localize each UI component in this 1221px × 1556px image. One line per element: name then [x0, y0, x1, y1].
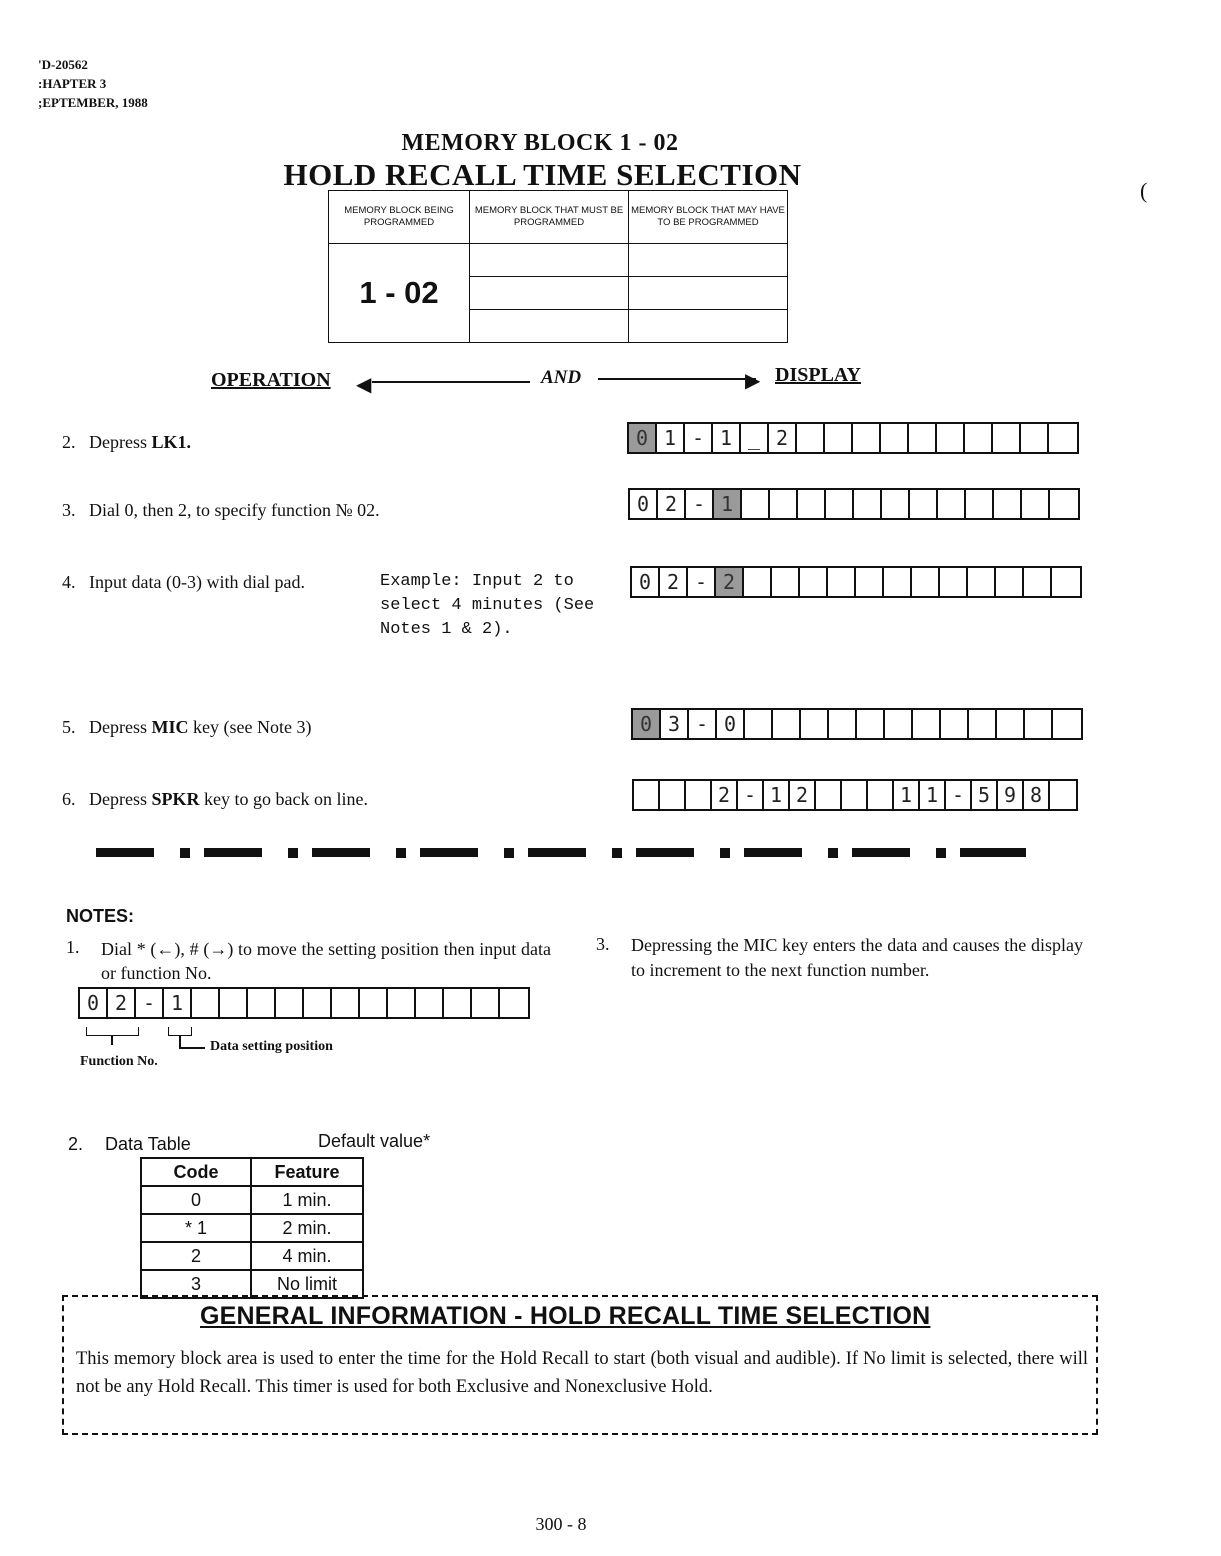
display-cell [909, 424, 937, 452]
display-cell: - [738, 781, 764, 809]
feature-cell: No limit [251, 1270, 363, 1298]
block-value: 1 - 02 [329, 244, 470, 343]
display-step-5 [631, 708, 1083, 740]
display-cell [969, 710, 997, 738]
dash-dot [396, 848, 406, 858]
display-cell [910, 490, 938, 518]
table-cell [629, 277, 788, 310]
table-cell [629, 244, 788, 277]
function-no-label: Function No. [80, 1054, 158, 1069]
display-cell: 2 [790, 781, 816, 809]
display-cell: 1 [713, 424, 741, 452]
display-cell [854, 490, 882, 518]
display-cell [996, 568, 1024, 596]
note-3-number: 3. [596, 934, 610, 954]
display-cell: 1 [894, 781, 920, 809]
note-2-number: 2. [68, 1134, 84, 1154]
display-cell [1025, 710, 1053, 738]
display-step-2 [627, 422, 1079, 454]
display-note-1 [78, 987, 530, 1019]
function-bracket-stem [111, 1035, 113, 1045]
table-row [141, 1270, 363, 1298]
step-6: 6. Depress SPKR key to go back on line. [62, 789, 368, 809]
display-cell [829, 710, 857, 738]
dash-dot [612, 848, 622, 858]
dash-segment [852, 848, 910, 857]
default-value-label: Default value* [318, 1131, 431, 1151]
display-step-3 [628, 488, 1080, 520]
step-2: 2. Depress LK1. [62, 432, 191, 452]
display-cell [966, 490, 994, 518]
dash-segment [204, 848, 262, 857]
function-bracket [86, 1027, 139, 1036]
table-header-row [141, 1158, 363, 1186]
display-cell: - [688, 568, 716, 596]
dash-segment [960, 848, 1026, 857]
feature-cell: 1 min. [251, 1186, 363, 1214]
date-label: ;EPTEMBER, 1988 [38, 95, 148, 110]
display-cell: 1 [764, 781, 790, 809]
display-cell: - [686, 490, 714, 518]
display-cell: 0 [80, 989, 108, 1017]
display-cell [825, 424, 853, 452]
display-cell [993, 424, 1021, 452]
note-1-number: 1. [66, 937, 80, 957]
display-cell: 2 [716, 568, 744, 596]
display-cell [798, 490, 826, 518]
display-cell [1024, 568, 1052, 596]
display-cell [853, 424, 881, 452]
code-cell: * 1 [141, 1214, 251, 1242]
display-cell [868, 781, 894, 809]
display-cell [797, 424, 825, 452]
display-cell [842, 781, 868, 809]
display-cell: _ [741, 424, 769, 452]
display-cell [884, 568, 912, 596]
feature-cell: 4 min. [251, 1242, 363, 1270]
data-table [140, 1157, 364, 1299]
chapter-label: :HAPTER 3 [38, 76, 107, 91]
note-1-text: Dial * (←), # (→) to move the setting position then input data or function No. [101, 939, 551, 983]
display-cell [192, 989, 220, 1017]
display-cell [882, 490, 910, 518]
display-cell [912, 568, 940, 596]
dash-segment [420, 848, 478, 857]
display-step-4 [630, 566, 1082, 598]
dash-dot [180, 848, 190, 858]
display-cell: 2 [660, 568, 688, 596]
display-cell: - [946, 781, 972, 809]
data-setting-position-label: Data setting position [210, 1039, 333, 1054]
display-cell [686, 781, 712, 809]
display-step-6 [632, 779, 1078, 811]
code-header: Code [141, 1158, 251, 1186]
table-cell [629, 310, 788, 343]
display-cell: 3 [661, 710, 689, 738]
code-cell: 3 [141, 1270, 251, 1298]
display-cell [742, 490, 770, 518]
display-heading: DISPLAY [775, 364, 861, 386]
display-cell [304, 989, 332, 1017]
display-cell [1049, 424, 1077, 452]
table-cell [470, 244, 629, 277]
display-cell [332, 989, 360, 1017]
doc-id: 'D-20562 [38, 57, 88, 72]
display-cell [997, 710, 1025, 738]
dash-segment [636, 848, 694, 857]
col-being-programmed-header: MEMORY BLOCK BEING PROGRAMMED [329, 191, 470, 244]
display-cell: 9 [998, 781, 1024, 809]
display-cell [857, 710, 885, 738]
data-table-label: Data Table [105, 1134, 191, 1154]
display-cell: 1 [164, 989, 192, 1017]
page-number: 300 - 8 [535, 1514, 587, 1534]
display-cell [634, 781, 660, 809]
arrow-line [372, 381, 530, 383]
table-cell [470, 310, 629, 343]
table-row [141, 1214, 363, 1242]
display-cell: 1 [714, 490, 742, 518]
display-cell: 2 [769, 424, 797, 452]
display-cell [826, 490, 854, 518]
display-cell [745, 710, 773, 738]
display-cell: - [136, 989, 164, 1017]
display-cell [472, 989, 500, 1017]
display-cell: - [689, 710, 717, 738]
display-cell: 0 [632, 568, 660, 596]
dash-dot [828, 848, 838, 858]
display-cell [913, 710, 941, 738]
dash-segment [744, 848, 802, 857]
step-4-example: Example: Input 2 to select 4 minutes (See Notes 1 & 2). [380, 572, 595, 639]
col-must-be-programmed-header: MEMORY BLOCK THAT MUST BE PROGRAMMED [470, 191, 629, 244]
display-cell [500, 989, 528, 1017]
step-4: 4. Input data (0-3) with dial pad. [62, 572, 305, 592]
general-info-heading: GENERAL INFORMATION - HOLD RECALL TIME SELECTION [200, 1302, 931, 1330]
display-cell: 0 [717, 710, 745, 738]
display-cell [938, 490, 966, 518]
dash-segment [528, 848, 586, 857]
page-title: MEMORY BLOCK 1 - 02 [401, 130, 679, 156]
display-cell [388, 989, 416, 1017]
display-cell [744, 568, 772, 596]
dash-dot [288, 848, 298, 858]
display-cell [773, 710, 801, 738]
display-cell: 8 [1024, 781, 1050, 809]
display-cell [1052, 568, 1080, 596]
display-cell: 5 [972, 781, 998, 809]
table-row [141, 1186, 363, 1214]
display-cell [828, 568, 856, 596]
memory-block-table [328, 190, 788, 343]
display-cell [1022, 490, 1050, 518]
display-cell [816, 781, 842, 809]
separator-dash-line [96, 846, 1041, 858]
dash-dot [936, 848, 946, 858]
display-cell [940, 568, 968, 596]
display-cell: - [685, 424, 713, 452]
display-cell [937, 424, 965, 452]
dash-dot [720, 848, 730, 858]
display-cell: 2 [712, 781, 738, 809]
feature-cell: 2 min. [251, 1214, 363, 1242]
display-cell [800, 568, 828, 596]
display-cell [416, 989, 444, 1017]
display-cell [801, 710, 829, 738]
display-cell [965, 424, 993, 452]
dash-segment [312, 848, 370, 857]
operation-heading: OPERATION [211, 369, 331, 391]
col-may-be-programmed-header: MEMORY BLOCK THAT MAY HAVE TO BE PROGRAMMED [629, 191, 788, 244]
display-cell [1050, 490, 1078, 518]
display-cell [772, 568, 800, 596]
display-cell [968, 568, 996, 596]
table-cell [470, 277, 629, 310]
display-cell [1050, 781, 1076, 809]
dash-segment [96, 848, 154, 857]
page-subtitle: HOLD RECALL TIME SELECTION [283, 157, 802, 192]
arrow-line [598, 378, 756, 380]
table-row [141, 1242, 363, 1270]
notes-heading: NOTES: [66, 906, 135, 926]
display-cell: 0 [629, 424, 657, 452]
display-cell [881, 424, 909, 452]
display-cell [276, 989, 304, 1017]
code-cell: 2 [141, 1242, 251, 1270]
display-cell [770, 490, 798, 518]
display-cell: 0 [630, 490, 658, 518]
display-cell [220, 989, 248, 1017]
display-cell: 2 [108, 989, 136, 1017]
step-5: 5. Depress MIC key (see Note 3) [62, 717, 312, 737]
display-cell [856, 568, 884, 596]
display-cell: 0 [633, 710, 661, 738]
margin-mark: ( [1140, 178, 1148, 203]
dash-dot [504, 848, 514, 858]
left-arrow-icon: ◀ [356, 374, 372, 396]
feature-header: Feature [251, 1158, 363, 1186]
display-cell [660, 781, 686, 809]
code-cell: 0 [141, 1186, 251, 1214]
display-cell [1053, 710, 1081, 738]
display-cell [885, 710, 913, 738]
display-cell [941, 710, 969, 738]
position-bracket-leg [179, 1047, 205, 1049]
display-cell: 1 [920, 781, 946, 809]
and-label: AND [541, 367, 582, 388]
display-cell [994, 490, 1022, 518]
display-cell [360, 989, 388, 1017]
general-info-body: This memory block area is used to enter the time for the Hold Recall to start (both visual and audible). If No limit is selected, there will not be any Hold Recall. This timer is used for both Exclusive and Nonexclusive Hold. [76, 1349, 1088, 1397]
step-3: 3. Dial 0, then 2, to specify function № 02. [62, 500, 380, 520]
display-cell [1021, 424, 1049, 452]
display-cell [248, 989, 276, 1017]
display-cell: 1 [657, 424, 685, 452]
display-cell: 2 [658, 490, 686, 518]
note-3-text: Depressing the MIC key enters the data and causes the display to increment to the next function number. [631, 935, 1083, 980]
right-arrow-icon: ▶ [745, 370, 761, 392]
display-cell [444, 989, 472, 1017]
